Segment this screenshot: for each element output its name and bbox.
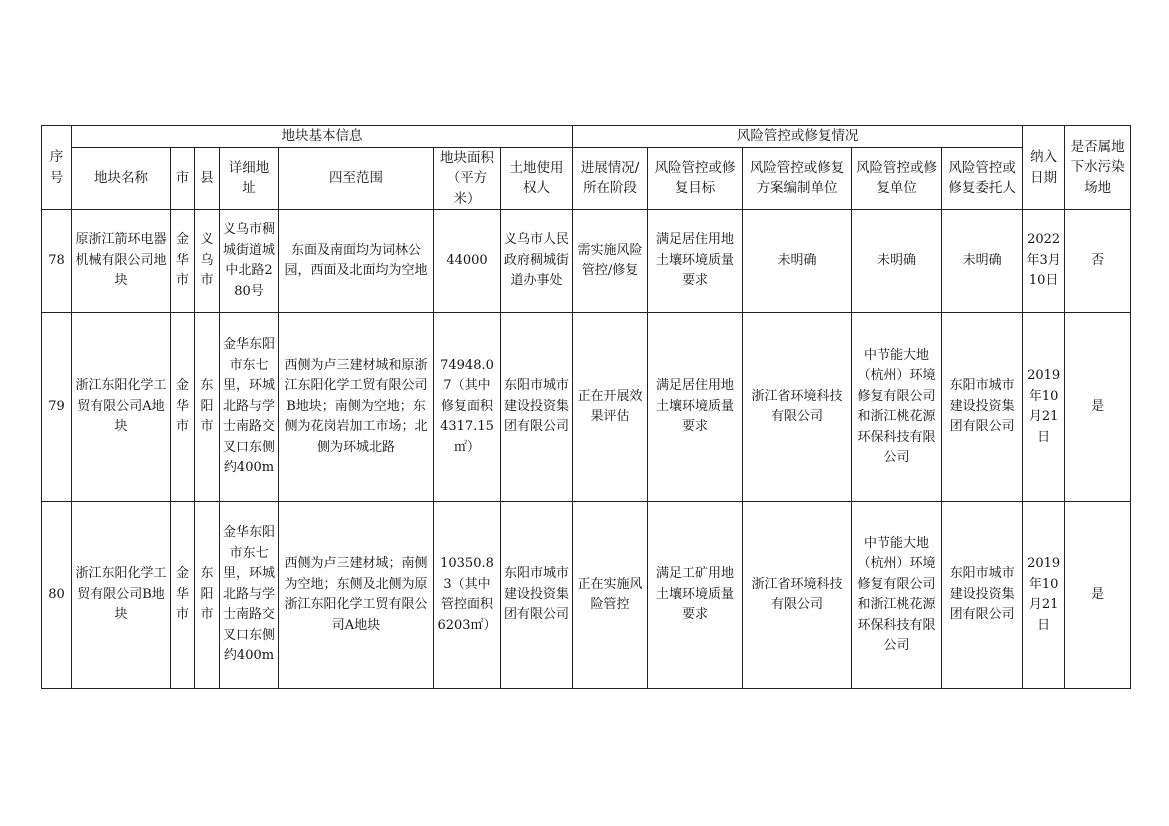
cell-city: 金华市 bbox=[171, 313, 195, 502]
cell-contractor: 中节能大地（杭州）环境修复有限公司和浙江桃花源环保科技有限公司 bbox=[852, 502, 942, 689]
cell-name: 浙江东阳化学工贸有限公司B地块 bbox=[72, 502, 171, 689]
cell-name: 浙江东阳化学工贸有限公司A地块 bbox=[72, 313, 171, 502]
cell-owner: 义乌市人民政府稠城街道办事处 bbox=[501, 210, 573, 313]
header-boundary: 四至范围 bbox=[279, 147, 434, 210]
cell-date: 2019年10月21日 bbox=[1023, 313, 1065, 502]
table-row bbox=[42, 313, 1131, 502]
cell-progress: 正在开展效果评估 bbox=[573, 313, 648, 502]
header-group-risk: 风险管控或修复情况 bbox=[573, 126, 1023, 148]
header-groundwater: 是否属地下水污染场地 bbox=[1065, 126, 1131, 210]
cell-county: 东阳市 bbox=[195, 502, 220, 689]
table-row bbox=[42, 502, 1131, 689]
cell-county: 义乌市 bbox=[195, 210, 220, 313]
cell-client: 未明确 bbox=[942, 210, 1023, 313]
cell-county: 东阳市 bbox=[195, 313, 220, 502]
cell-client: 东阳市城市建设投资集团有限公司 bbox=[942, 502, 1023, 689]
cell-progress: 正在实施风险管控 bbox=[573, 502, 648, 689]
cell-seq: 79 bbox=[42, 313, 72, 502]
cell-address: 金华东阳市东七里，环城北路与学士南路交叉口东侧约400m bbox=[220, 313, 279, 502]
table-row bbox=[42, 210, 1131, 313]
cell-contractor: 中节能大地（杭州）环境修复有限公司和浙江桃花源环保科技有限公司 bbox=[852, 313, 942, 502]
cell-target: 满足居住用地土壤环境质量要求 bbox=[648, 210, 743, 313]
header-owner: 土地使用权人 bbox=[501, 147, 573, 210]
cell-planner: 未明确 bbox=[743, 210, 852, 313]
cell-address: 义乌市稠城街道城中北路280号 bbox=[220, 210, 279, 313]
header-date: 纳入日期 bbox=[1023, 126, 1065, 210]
header-address: 详细地址 bbox=[220, 147, 279, 210]
cell-target: 满足居住用地土壤环境质量要求 bbox=[648, 313, 743, 502]
cell-groundwater: 是 bbox=[1065, 502, 1131, 689]
header-group-basic: 地块基本信息 bbox=[72, 126, 573, 148]
header-client: 风险管控或修复委托人 bbox=[942, 147, 1023, 210]
cell-city: 金华市 bbox=[171, 502, 195, 689]
header-target: 风险管控或修复目标 bbox=[648, 147, 743, 210]
header-planner: 风险管控或修复方案编制单位 bbox=[743, 147, 852, 210]
cell-contractor: 未明确 bbox=[852, 210, 942, 313]
header-county: 县 bbox=[195, 147, 220, 210]
cell-owner: 东阳市城市建设投资集团有限公司 bbox=[501, 502, 573, 689]
cell-groundwater: 是 bbox=[1065, 313, 1131, 502]
cell-boundary: 西侧为卢三建材城和原浙江东阳化学工贸有限公司B地块；南侧为空地；东侧为花岗岩加工市场；北侧为环城北路 bbox=[279, 313, 434, 502]
header-name: 地块名称 bbox=[72, 147, 171, 210]
cell-name: 原浙江箭环电器机械有限公司地块 bbox=[72, 210, 171, 313]
cell-area: 74948.07（其中修复面积4317.15㎡） bbox=[434, 313, 501, 502]
header-city: 市 bbox=[171, 147, 195, 210]
cell-planner: 浙江省环境科技有限公司 bbox=[743, 313, 852, 502]
header-seq: 序号 bbox=[42, 126, 72, 210]
cell-client: 东阳市城市建设投资集团有限公司 bbox=[942, 313, 1023, 502]
cell-seq: 78 bbox=[42, 210, 72, 313]
cell-area: 10350.83（其中管控面积6203㎡） bbox=[434, 502, 501, 689]
cell-area: 44000 bbox=[434, 210, 501, 313]
contaminated-site-table bbox=[41, 125, 1131, 689]
cell-date: 2022年3月10日 bbox=[1023, 210, 1065, 313]
cell-date: 2019年10月21日 bbox=[1023, 502, 1065, 689]
cell-target: 满足工矿用地土壤环境质量要求 bbox=[648, 502, 743, 689]
cell-boundary: 东面及南面均为词林公园，西面及北面均为空地 bbox=[279, 210, 434, 313]
cell-boundary: 西侧为卢三建材城；南侧为空地；东侧及北侧为原浙江东阳化学工贸有限公司A地块 bbox=[279, 502, 434, 689]
cell-planner: 浙江省环境科技有限公司 bbox=[743, 502, 852, 689]
header-area: 地块面积（平方米） bbox=[434, 147, 501, 210]
header-contractor: 风险管控或修复单位 bbox=[852, 147, 942, 210]
cell-city: 金华市 bbox=[171, 210, 195, 313]
cell-address: 金华东阳市东七里，环城北路与学士南路交叉口东侧约400m bbox=[220, 502, 279, 689]
cell-groundwater: 否 bbox=[1065, 210, 1131, 313]
cell-seq: 80 bbox=[42, 502, 72, 689]
cell-owner: 东阳市城市建设投资集团有限公司 bbox=[501, 313, 573, 502]
header-progress: 进展情况/所在阶段 bbox=[573, 147, 648, 210]
cell-progress: 需实施风险管控/修复 bbox=[573, 210, 648, 313]
